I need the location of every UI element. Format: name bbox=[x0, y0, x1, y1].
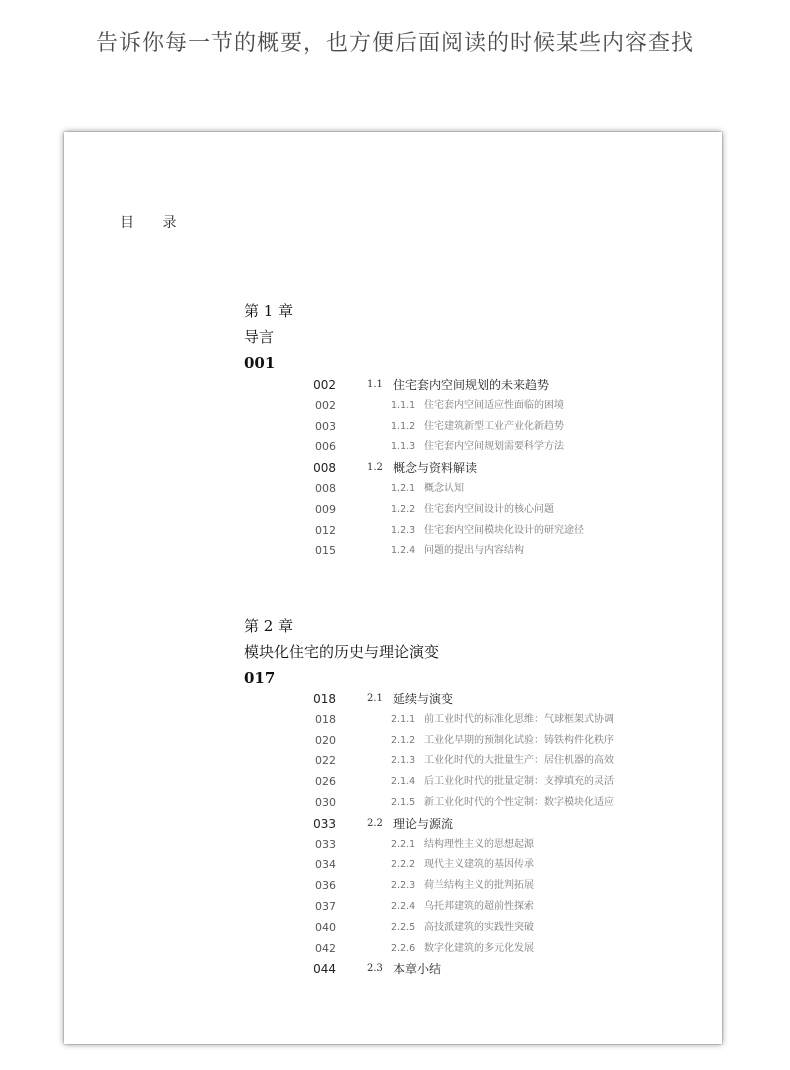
toc-subsection-row bbox=[308, 835, 708, 856]
toc-subsection-row bbox=[308, 731, 708, 752]
section-title: 概念认知 bbox=[424, 482, 464, 494]
section-title: 住宅套内空间适应性面临的困境 bbox=[424, 399, 564, 411]
section-number: 2.1.3 bbox=[391, 755, 416, 767]
section-title: 新工业化时代的个性定制：数字模块化适应 bbox=[424, 796, 614, 808]
section-number: 2.2.6 bbox=[391, 942, 416, 954]
section-title: 住宅套内空间规划的未来趋势 bbox=[393, 378, 550, 392]
toc-subsection-row bbox=[308, 855, 708, 876]
section-title: 后工业化时代的批量定制：支撑填充的灵活 bbox=[424, 776, 614, 788]
chapter-2-entries bbox=[308, 689, 708, 980]
toc-section-row bbox=[308, 375, 708, 396]
toc-section-row bbox=[308, 814, 708, 835]
toc-subsection-row bbox=[308, 710, 708, 731]
page-number: 009 bbox=[315, 502, 336, 516]
toc-subsection-row bbox=[308, 876, 708, 897]
page-number: 002 bbox=[315, 398, 336, 412]
section-number: 1.2.4 bbox=[391, 545, 416, 557]
page-number: 030 bbox=[315, 795, 336, 809]
toc-heading: 目 录 bbox=[120, 215, 189, 231]
section-title: 本章小结 bbox=[393, 962, 442, 977]
toc-subsection-row bbox=[308, 897, 708, 918]
page-number: 018 bbox=[315, 712, 336, 726]
chapter-1-entries bbox=[308, 375, 708, 562]
toc-section-row bbox=[308, 959, 708, 980]
section-number: 2.2.2 bbox=[391, 859, 416, 871]
section-number: 2.2.4 bbox=[391, 900, 416, 912]
section-number: 2.1.4 bbox=[391, 776, 416, 788]
page-number: 037 bbox=[315, 899, 336, 913]
page-number: 006 bbox=[315, 440, 336, 454]
section-number: 2.2 bbox=[367, 817, 383, 829]
page-number: 003 bbox=[315, 419, 336, 433]
section-title: 延续与演变 bbox=[393, 692, 454, 706]
toc-subsection-row bbox=[308, 521, 708, 542]
page-number: 033 bbox=[315, 837, 336, 851]
section-title: 现代主义建筑的基因传承 bbox=[424, 859, 534, 871]
section-title: 住宅套内空间设计的核心问题 bbox=[424, 503, 554, 515]
section-number: 1.2 bbox=[367, 462, 383, 474]
toc-subsection-row bbox=[308, 772, 708, 793]
page-number: 002 bbox=[313, 378, 336, 392]
section-number: 2.2.5 bbox=[391, 921, 416, 933]
toc-subsection-row bbox=[308, 918, 708, 939]
page-number: 034 bbox=[315, 858, 336, 872]
toc-section-row bbox=[308, 458, 708, 479]
chapter-page: 017 bbox=[244, 669, 276, 687]
toc-section-row bbox=[308, 689, 708, 710]
page-number: 012 bbox=[315, 523, 336, 537]
section-title: 工业化时代的大批量生产：居住机器的高效 bbox=[424, 755, 614, 767]
chapter-title: 模块化住宅的历史与理论演变 bbox=[244, 643, 440, 661]
section-title: 问题的提出与内容结构 bbox=[424, 545, 524, 557]
toc-subsection-row bbox=[308, 479, 708, 500]
page-number: 008 bbox=[315, 481, 336, 495]
section-title: 数字化建筑的多元化发展 bbox=[424, 942, 534, 954]
chapter-1-heading bbox=[244, 298, 293, 376]
section-title: 理论与源流 bbox=[393, 816, 454, 831]
section-number: 1.2.2 bbox=[391, 503, 416, 515]
section-title: 高技派建筑的实践性突破 bbox=[424, 921, 534, 933]
book-page bbox=[64, 132, 722, 1044]
section-title: 住宅套内空间模块化设计的研究途径 bbox=[424, 524, 584, 536]
section-number: 2.1 bbox=[367, 693, 383, 704]
toc-subsection-row bbox=[308, 417, 708, 438]
section-title: 结构理性主义的思想起源 bbox=[424, 838, 534, 850]
section-title: 工业化早期的预制化试验：铸铁构件化秩序 bbox=[424, 734, 614, 746]
page-number: 020 bbox=[315, 733, 336, 747]
section-number: 2.1.2 bbox=[391, 734, 416, 746]
section-title: 概念与资料解读 bbox=[393, 461, 478, 476]
page-number: 022 bbox=[315, 754, 336, 768]
toc-subsection-row bbox=[308, 541, 708, 562]
section-title: 荷兰结构主义的批判拓展 bbox=[424, 880, 534, 892]
section-number: 2.3 bbox=[367, 963, 383, 975]
page-number: 033 bbox=[313, 816, 336, 831]
section-title: 乌托邦建筑的超前性探索 bbox=[424, 900, 534, 912]
chapter-2-heading bbox=[244, 613, 439, 691]
page-number: 036 bbox=[315, 879, 336, 893]
page-number: 018 bbox=[313, 692, 336, 706]
toc-subsection-row bbox=[308, 751, 708, 772]
section-title: 住宅建筑新型工业产业化新趋势 bbox=[424, 420, 564, 432]
page-number: 015 bbox=[315, 544, 336, 558]
page-number: 042 bbox=[315, 941, 336, 955]
toc-subsection-row bbox=[308, 793, 708, 814]
section-number: 2.2.1 bbox=[391, 838, 416, 850]
page-number: 044 bbox=[313, 962, 336, 977]
chapter-page: 001 bbox=[244, 354, 276, 372]
toc-subsection-row bbox=[308, 396, 708, 417]
chapter-title: 导言 bbox=[244, 328, 275, 346]
section-number: 1.1 bbox=[367, 379, 383, 390]
section-number: 2.1.5 bbox=[391, 796, 416, 808]
section-number: 1.1.1 bbox=[391, 399, 416, 411]
page-number: 026 bbox=[315, 775, 336, 789]
section-number: 1.2.3 bbox=[391, 524, 416, 536]
section-title: 住宅套内空间规划需要科学方法 bbox=[424, 441, 564, 453]
page-number: 040 bbox=[315, 920, 336, 934]
section-number: 1.1.2 bbox=[391, 420, 416, 432]
section-number: 2.1.1 bbox=[391, 713, 416, 725]
section-number: 1.2.1 bbox=[391, 482, 416, 494]
section-number: 1.1.3 bbox=[391, 441, 416, 453]
chapter-label: 第 2 章 bbox=[244, 617, 294, 635]
toc-subsection-row bbox=[308, 500, 708, 521]
toc-subsection-row bbox=[308, 437, 708, 458]
page-caption: 告诉你每一节的概要，也方便后面阅读的时候某些内容查找 bbox=[95, 31, 694, 56]
section-number: 2.2.3 bbox=[391, 880, 416, 892]
chapter-label: 第 1 章 bbox=[244, 302, 294, 320]
page-number: 008 bbox=[313, 461, 336, 476]
toc-subsection-row bbox=[308, 939, 708, 960]
section-title: 前工业时代的标准化思维：气球框架式协调 bbox=[424, 713, 614, 725]
